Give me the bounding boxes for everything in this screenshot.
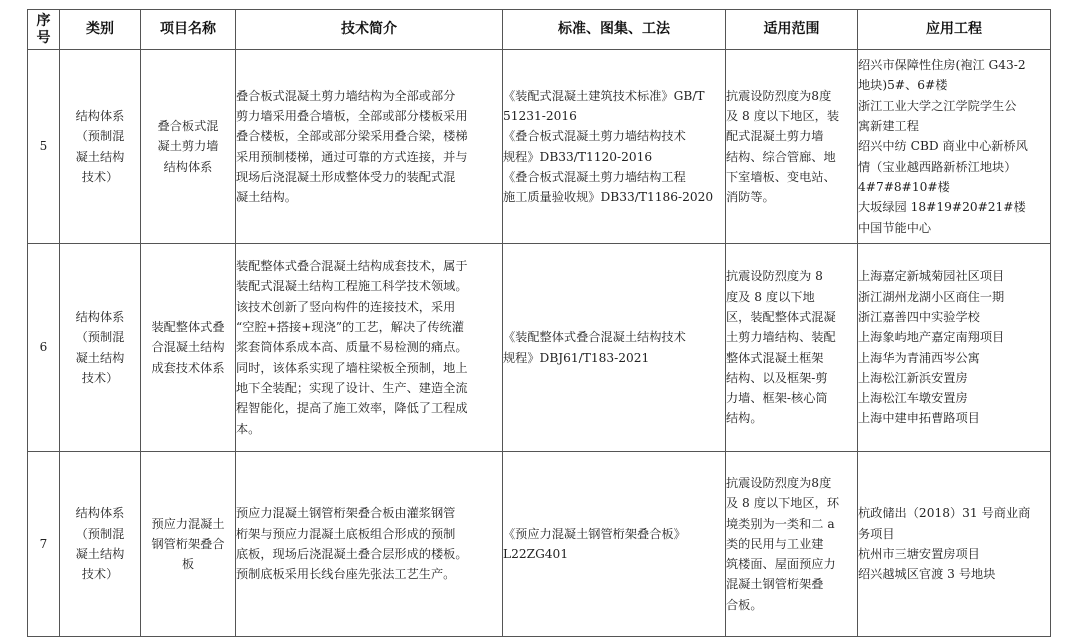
cell-applications bbox=[858, 452, 1051, 637]
table-row bbox=[28, 452, 1051, 637]
table-row bbox=[28, 244, 1051, 452]
cell-tech-intro-line: 预制底板采用长线台座先张法工艺生产。 bbox=[236, 567, 456, 582]
cell-scope-line: 整体式混凝土框架 bbox=[726, 350, 824, 365]
cell-tech-intro-line: 叠合楼板，全部或部分梁采用叠合梁，楼梯 bbox=[236, 129, 468, 144]
cell-category bbox=[60, 50, 141, 244]
cell-category-line: 凝土结构 bbox=[75, 149, 125, 164]
cell-standards-line: 规程》DBJ61/T183-2021 bbox=[503, 350, 650, 365]
cell-scope-line: 土剪力墙结构、装配 bbox=[726, 330, 836, 345]
cell-category bbox=[60, 244, 141, 452]
cell-standards bbox=[503, 50, 726, 244]
cell-scope-line: 合板。 bbox=[726, 597, 763, 612]
header-seq-line: 序 bbox=[36, 12, 51, 29]
cell-applications-line: 地块)5#、6#楼 bbox=[858, 78, 948, 93]
header-seq bbox=[28, 10, 60, 50]
cell-applications-line: 浙江嘉善四中实验学校 bbox=[858, 309, 980, 324]
cell-applications-line: 杭州市三塘安置房项目 bbox=[858, 547, 980, 561]
cell-standards-line: L22ZG401 bbox=[503, 547, 569, 561]
cell-tech-intro-line: 装配整体式叠合混凝土结构成套技术，属于 bbox=[236, 259, 468, 274]
header-scope: 适用范围 bbox=[726, 10, 858, 50]
cell-category-line: 技术） bbox=[81, 169, 119, 184]
cell-scope bbox=[726, 244, 858, 452]
cell-scope-line: 配式混凝土剪力墙 bbox=[726, 129, 824, 144]
table-row bbox=[28, 50, 1051, 244]
cell-applications-line: 上海松江车墩安置房 bbox=[858, 391, 968, 406]
cell-standards-line: 51231-2016 bbox=[503, 108, 577, 123]
cell-applications-line: 绍兴市保障性住房(袍江 G43-2 bbox=[858, 58, 1026, 73]
cell-standards-line: 施工质量验收规》DB33/T1186-2020 bbox=[503, 190, 714, 205]
cell-scope-line: 消防等。 bbox=[726, 190, 775, 205]
cell-category-line: （预制混 bbox=[75, 330, 125, 345]
header-standards: 标准、图集、工法 bbox=[503, 10, 726, 50]
cell-applications bbox=[858, 50, 1051, 244]
cell-category-line: （预制混 bbox=[75, 129, 125, 144]
cell-scope-line: 境类别为一类和二 a bbox=[726, 516, 835, 531]
cell-category-line: 结构体系 bbox=[75, 108, 125, 123]
cell-tech-intro-line: 预应力混凝土钢管桁架叠合板由灌浆钢管 bbox=[236, 506, 456, 521]
cell-scope-line: 及 8 度以下地区，装 bbox=[726, 108, 840, 123]
header-category: 类别 bbox=[60, 10, 141, 50]
cell-tech-intro-line: 桁架与预应力混凝土底板组合形成的预制 bbox=[236, 526, 456, 541]
cell-applications-line: 绍兴越城区官渡 3 号地块 bbox=[858, 567, 996, 582]
cell-scope-line: 度及 8 度以下地 bbox=[726, 289, 815, 304]
cell-tech-intro-line: 同时，该体系实现了墙柱梁板全预制，地上 bbox=[236, 360, 468, 375]
cell-applications-line: 4#7#8#10#楼 bbox=[858, 179, 950, 194]
cell-scope-line: 抗震设防烈度为 8 bbox=[726, 269, 823, 284]
cell-tech-intro bbox=[236, 244, 503, 452]
cell-scope-line: 力墙、框架-核心筒 bbox=[726, 391, 828, 406]
cell-project-name-line: 凝土剪力墙 bbox=[157, 139, 219, 154]
cell-category-line: 技术） bbox=[81, 567, 119, 582]
cell-category-line: 凝土结构 bbox=[75, 350, 125, 365]
cell-scope bbox=[726, 50, 858, 244]
cell-scope-line: 下室墙板、变电站、 bbox=[726, 169, 836, 184]
cell-project-name-line: 预应力混凝土 bbox=[151, 516, 225, 531]
cell-tech-intro-line: 浆套筒体系成本高、质量不易检测的痛点。 bbox=[236, 340, 468, 355]
cell-project-name bbox=[141, 50, 236, 244]
cell-tech-intro-line: “空腔+搭接+现浇”的工艺，解决了传统灌 bbox=[236, 320, 464, 335]
cell-tech-intro-line: 底板，现场后浇混凝土叠合层形成的楼板。 bbox=[236, 547, 468, 561]
cell-category-line: 技术） bbox=[81, 370, 119, 385]
cell-scope bbox=[726, 452, 858, 637]
cell-tech-intro-line: 该技术创新了竖向构件的连接技术，采用 bbox=[236, 299, 456, 314]
cell-project-name-line: 钢管桁架叠合 bbox=[151, 536, 225, 551]
cell-category-line: 结构体系 bbox=[75, 506, 125, 521]
cell-project-name-line: 叠合板式混 bbox=[157, 119, 219, 134]
cell-standards-line: 《叠合板式混凝土剪力墙结构工程 bbox=[503, 169, 686, 184]
cell-applications-line: 上海象屿地产嘉定南翔项目 bbox=[858, 330, 1005, 345]
cell-tech-intro bbox=[236, 452, 503, 637]
cell-project-name-line: 板 bbox=[181, 557, 195, 572]
cell-category bbox=[60, 452, 141, 637]
cell-applications-line: 浙江湖州龙湖小区商住一期 bbox=[858, 289, 1005, 304]
cell-seq: 7 bbox=[28, 452, 60, 637]
cell-category-line: （预制混 bbox=[75, 526, 125, 541]
cell-scope-line: 结构、综合管廊、地 bbox=[726, 149, 836, 164]
cell-scope-line: 结构。 bbox=[726, 411, 763, 426]
cell-applications-line: 上海中建申拓曹路项目 bbox=[858, 411, 980, 426]
cell-project-name-line: 成套技术体系 bbox=[151, 360, 225, 375]
cell-applications-line: 务项目 bbox=[858, 526, 895, 541]
cell-scope-line: 筑楼面、屋面预应力 bbox=[726, 557, 836, 572]
cell-applications-line: 大坂绿园 18#19#20#21#楼 bbox=[858, 200, 1026, 215]
cell-scope-line: 抗震设防烈度为8度 bbox=[726, 88, 832, 103]
technology-table bbox=[27, 9, 1051, 637]
header-applications: 应用工程 bbox=[858, 10, 1051, 50]
cell-standards-line: 《叠合板式混凝土剪力墙结构技术 bbox=[503, 129, 686, 144]
cell-project-name bbox=[141, 244, 236, 452]
cell-applications-line: 情（宝业越西路新桥江地块） bbox=[858, 159, 1017, 174]
cell-scope-line: 及 8 度以下地区，环 bbox=[726, 496, 840, 511]
cell-applications-line: 上海嘉定新城菊园社区项目 bbox=[858, 269, 1005, 284]
header-tech-intro: 技术简介 bbox=[236, 10, 503, 50]
cell-seq: 6 bbox=[28, 244, 60, 452]
header-project-name: 项目名称 bbox=[141, 10, 236, 50]
cell-tech-intro-line: 叠合板式混凝土剪力墙结构为全部或部分 bbox=[236, 88, 456, 103]
cell-tech-intro-line: 地下全装配；实现了设计、生产、建造全流 bbox=[236, 380, 468, 395]
cell-tech-intro-line: 本。 bbox=[236, 421, 261, 436]
cell-category-line: 凝土结构 bbox=[75, 547, 125, 561]
header-seq-line: 号 bbox=[36, 29, 51, 46]
cell-category-line: 结构体系 bbox=[75, 309, 125, 324]
cell-project-name-line: 合混凝土结构 bbox=[151, 340, 225, 355]
cell-scope-line: 混凝土钢管桁架叠 bbox=[726, 577, 824, 592]
cell-scope-line: 结构、以及框架-剪 bbox=[726, 370, 828, 385]
cell-project-name-line: 装配整体式叠 bbox=[151, 320, 225, 335]
cell-applications-line: 杭政储出（2018）31 号商业商 bbox=[858, 506, 1031, 521]
cell-scope-line: 区，装配整体式混凝 bbox=[726, 309, 836, 324]
cell-scope-line: 抗震设防烈度为8度 bbox=[726, 475, 832, 490]
cell-tech-intro-line: 程智能化，提高了施工效率，降低了工程成 bbox=[236, 401, 468, 416]
cell-seq: 5 bbox=[28, 50, 60, 244]
cell-applications-line: 上海松江新浜安置房 bbox=[858, 370, 968, 385]
cell-standards-line: 《预应力混凝土钢管桁架叠合板》 bbox=[503, 526, 686, 541]
cell-standards-line: 《装配式混凝土建筑技术标准》GB/T bbox=[503, 88, 705, 103]
cell-standards-line: 规程》DB33/T1120-2016 bbox=[503, 149, 653, 164]
cell-applications-line: 中国节能中心 bbox=[858, 220, 932, 235]
cell-applications-line: 寓新建工程 bbox=[858, 119, 919, 134]
cell-standards bbox=[503, 244, 726, 452]
cell-project-name bbox=[141, 452, 236, 637]
cell-tech-intro-line: 采用预制楼梯，通过可靠的方式连接，并与 bbox=[236, 149, 468, 164]
cell-standards bbox=[503, 452, 726, 637]
cell-tech-intro-line: 装配式混凝土结构工程施工科学技术领域。 bbox=[236, 279, 468, 294]
cell-tech-intro-line: 剪力墙采用叠合墙板，全部或部分楼板采用 bbox=[236, 108, 468, 123]
cell-scope-line: 类的民用与工业建 bbox=[726, 536, 824, 551]
cell-applications-line: 浙江工业大学之江学院学生公 bbox=[858, 98, 1017, 113]
cell-standards-line: 《装配整体式叠合混凝土结构技术 bbox=[503, 330, 686, 345]
cell-applications-line: 上海华为青浦西岑公寓 bbox=[858, 350, 980, 365]
cell-tech-intro bbox=[236, 50, 503, 244]
cell-applications-line: 绍兴中纺 CBD 商业中心新桥风 bbox=[858, 139, 1028, 154]
cell-project-name-line: 结构体系 bbox=[163, 159, 213, 174]
header-row bbox=[28, 10, 1051, 50]
cell-applications bbox=[858, 244, 1051, 452]
cell-tech-intro-line: 凝土结构。 bbox=[236, 190, 297, 205]
cell-tech-intro-line: 现场后浇混凝土形成整体受力的装配式混 bbox=[236, 169, 456, 184]
